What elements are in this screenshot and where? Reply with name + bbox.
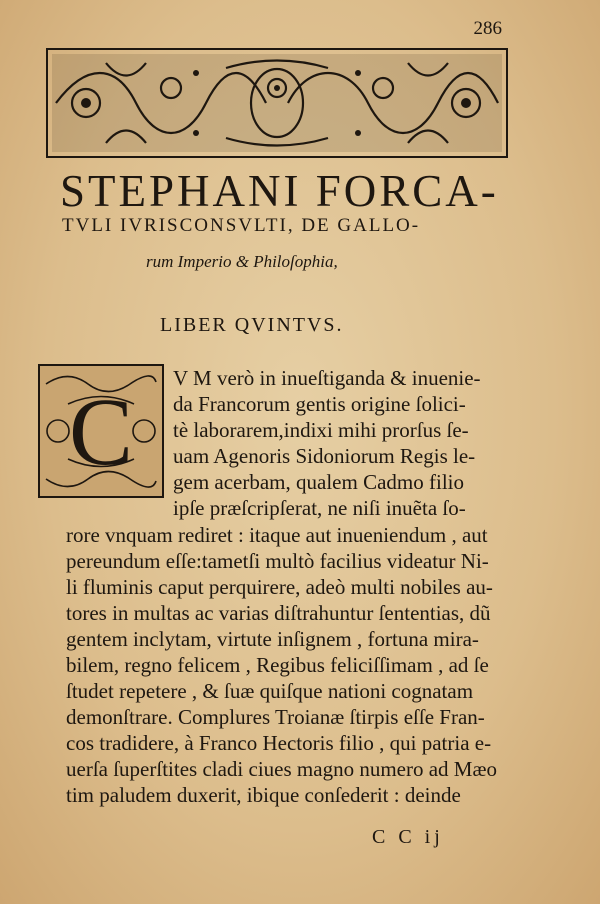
body-line: pereundum eſſe:tametſi multò facilius videatur Ni- [66, 549, 489, 573]
body-line: li fluminis caput perquirere, adeò multi nobiles au- [66, 575, 493, 599]
body-line: ſtudet repetere , & ſuæ quiſque nationi cognatam [66, 679, 474, 703]
heading-line-2: TVLI IVRISCONSVLTI, DE GALLO- [62, 215, 421, 236]
body-line: da Francorum gentis origine ſolici- [173, 392, 466, 416]
heading-line-1: STEPHANI FORCA- [60, 166, 499, 216]
initial-frame-ornament [38, 364, 164, 498]
body-line: gem acerbam, qualem Cadmo filio [173, 470, 464, 494]
page-number: 286 [473, 18, 502, 39]
signature-mark: C C ij [372, 826, 444, 848]
book-title: LIBER QVINTVS. [160, 314, 344, 336]
drop-cap-letter: C [68, 378, 134, 485]
body-line: ipſe præſcripſerat, ne niſi inuẽta ſo- [173, 496, 466, 520]
body-line: rore vnquam rediret : itaque aut inueniendum , aut [66, 523, 488, 547]
body-line: cos tradidere, à Franco Hectoris filio , qui patria e- [66, 731, 492, 755]
body-line: demonſtrare. Complures Troianæ ſtirpis eſſe Fran- [66, 705, 485, 729]
body-line: tè laborarem,indixi mihi prorſus ſe- [173, 418, 469, 442]
heading-line-3: rum Imperio & Philoſophia, [146, 252, 338, 271]
body-line: bilem, regno felicem , Regibus feliciſſimam , ad ſe [66, 653, 489, 677]
body-line: gentem inclytam, virtute inſignem , fortuna mira- [66, 627, 479, 651]
ornamental-headpiece [46, 48, 508, 158]
body-line: V M verò in inueſtiganda & inuenie- [173, 366, 481, 390]
body-line: uam Agenoris Sidoniorum Regis le- [173, 444, 476, 468]
body-line: uerſa ſuperſtites cladi ciues magno numero ad Mæo [66, 757, 497, 781]
decorated-initial [38, 364, 164, 498]
body-line: tores in multas ac varias diſtrahuntur ſententias, dũ [66, 601, 491, 625]
body-line: tim paludem duxerit, ibique conſederit : deinde [66, 783, 461, 807]
